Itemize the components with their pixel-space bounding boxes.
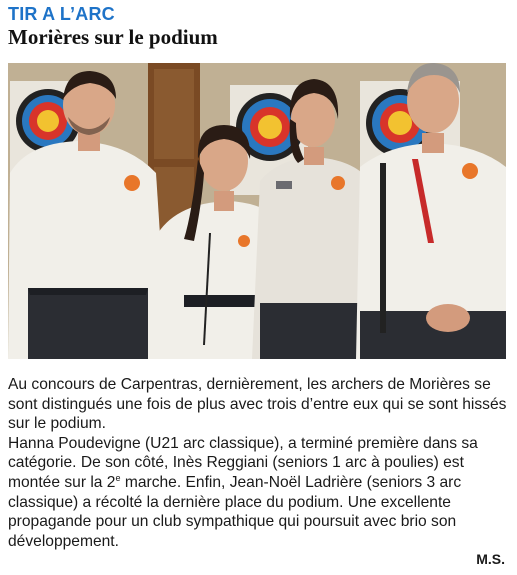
archers-photo-illustration	[8, 63, 506, 359]
article-kicker: TIR A L’ARC	[8, 4, 115, 24]
paragraph-2-text-a: Hanna Poudevigne (U21 arc classique), a terminé première dans sa catégorie. De son côté, Inès Reggiani (seniors 1 arc à poulies) est montée sur la 2	[8, 434, 478, 491]
ordinal-superscript: e	[115, 472, 121, 483]
article-paragraph-2	[8, 434, 508, 552]
article-headline: Morières sur le podium	[8, 25, 218, 49]
author-signature: M.S.	[476, 551, 505, 567]
article-paragraph-1: Au concours de Carpentras, dernièrement, les archers de Morières se sont distingués une fois de plus avec trois d’entre eux qui se sont hissés sur le podium.	[8, 376, 507, 433]
paragraph-2-text-b: marche. Enfin, Jean-Noël Ladrière (seniors 3 arc classique) a récolté la dernière place du podium. Une excellente propagande pour un club sympathique qui poursuit avec brio son développement.	[8, 473, 462, 550]
article-photo	[8, 63, 506, 359]
article-body	[8, 375, 508, 551]
